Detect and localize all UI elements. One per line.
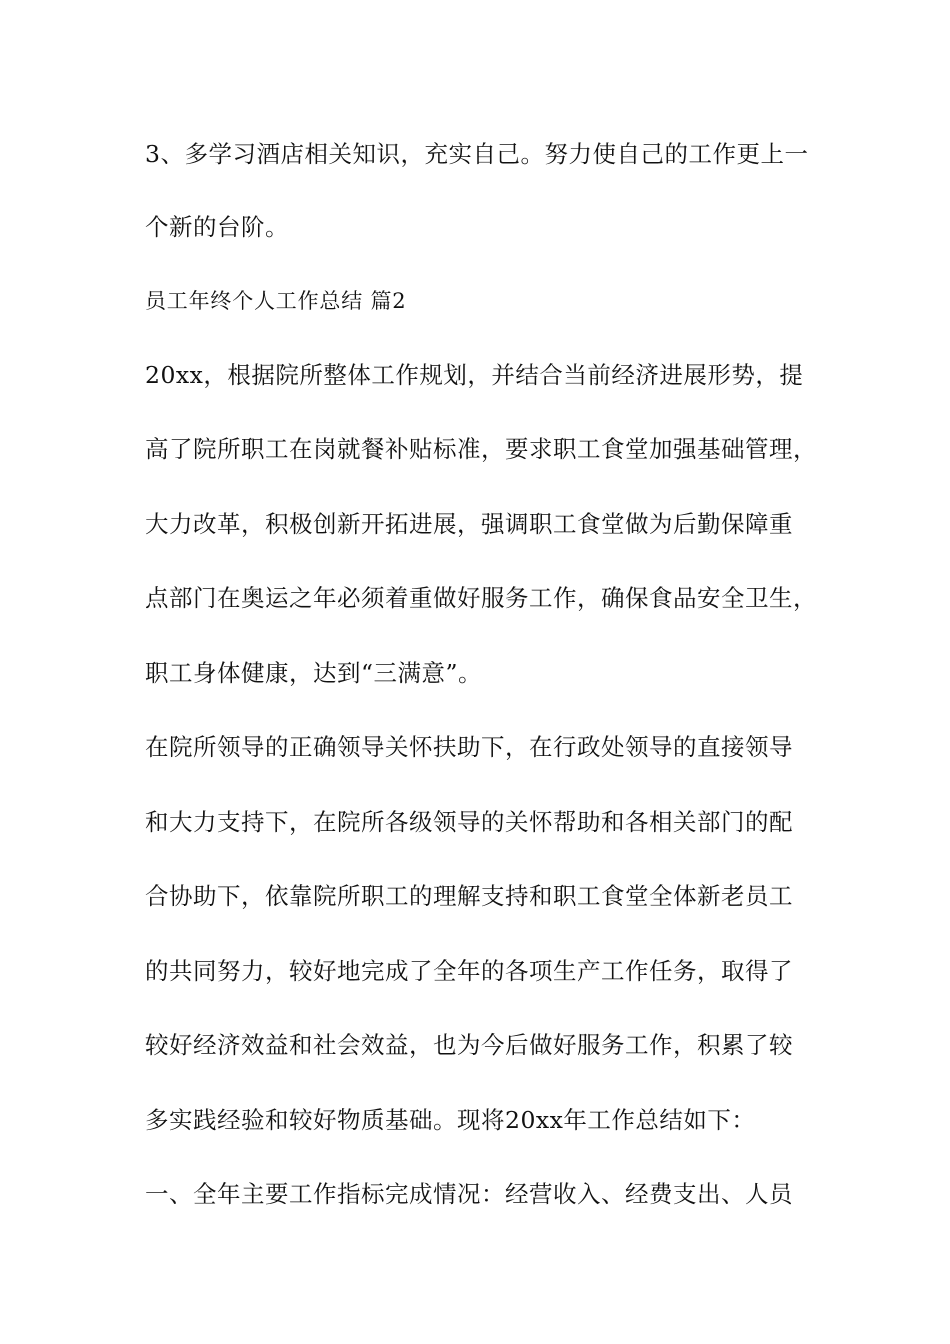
paragraph-line: 合协助下，依靠院所职工的理解支持和职工食堂全体新老员工 <box>145 882 793 910</box>
paragraph-line: 的共同努力，较好地完成了全年的各项生产工作任务，取得了 <box>145 957 793 985</box>
paragraph-line: 大力改革，积极创新开拓进展，强调职工食堂做为后勤保障重 <box>145 510 793 538</box>
paragraph-line: 在院所领导的正确领导关怀扶助下，在行政处领导的直接领导 <box>145 733 793 761</box>
paragraph-line: 高了院所职工在岗就餐补贴标准，要求职工食堂加强基础管理， <box>145 435 817 463</box>
paragraph-line: 职工身体健康，达到“三满意”。 <box>145 659 483 687</box>
paragraph-line: 3、多学习酒店相关知识，充实自己。努力使自己的工作更上一 <box>145 140 809 168</box>
paragraph-line: 点部门在奥运之年必须着重做好服务工作，确保食品安全卫生， <box>145 584 817 612</box>
paragraph-line: 较好经济效益和社会效益，也为今后做好服务工作，积累了较 <box>145 1031 793 1059</box>
paragraph-line: 一、全年主要工作指标完成情况：经营收入、经费支出、人员 <box>145 1180 793 1208</box>
paragraph-line: 多实践经验和较好物质基础。现将20xx年工作总结如下： <box>145 1106 756 1134</box>
section-heading: 员工年终个人工作总结 篇2 <box>145 289 407 313</box>
paragraph-line: 个新的台阶。 <box>145 213 289 241</box>
paragraph-line: 和大力支持下，在院所各级领导的关怀帮助和各相关部门的配 <box>145 808 793 836</box>
paragraph-line: 20xx，根据院所整体工作规划，并结合当前经济进展形势，提 <box>145 361 804 389</box>
